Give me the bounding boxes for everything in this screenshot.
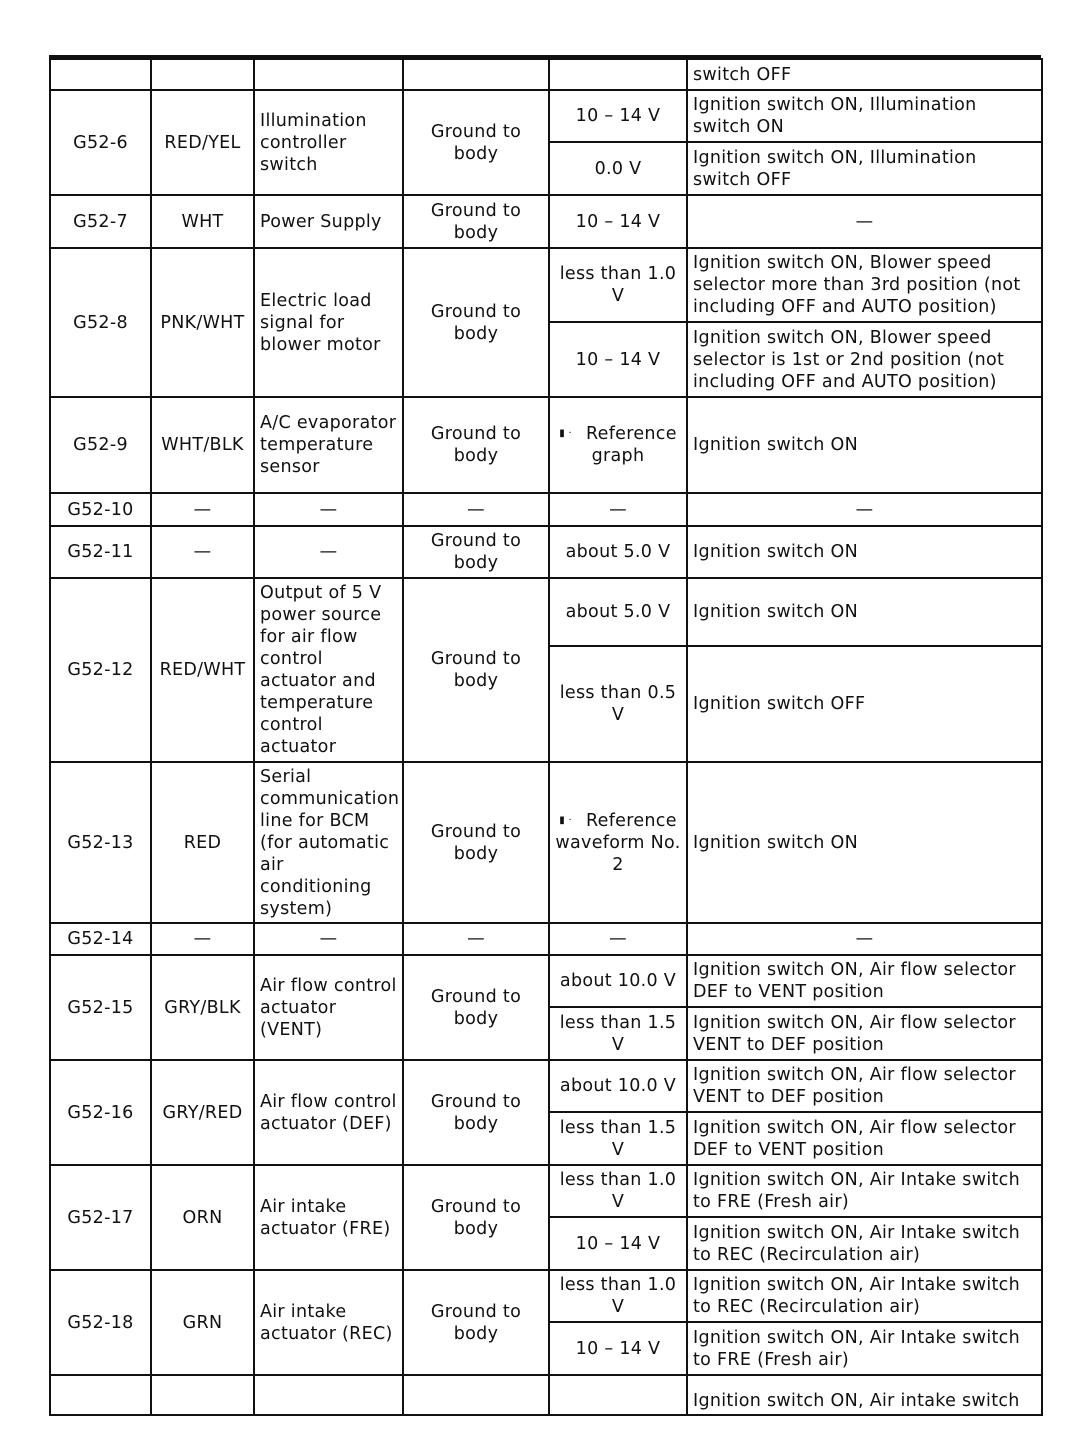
spec-value-cell: 10 – 14 V: [549, 322, 687, 397]
terminal-cell: Ground to body: [403, 955, 549, 1060]
condition-cell: Ignition switch ON, Air flow selector VENT to DEF position: [687, 1007, 1042, 1060]
condition-cell: Ignition switch ON, Blower speed selector more than 3rd position (not including OFF and AUTO position): [687, 248, 1042, 322]
wire-color-cell: WHT: [151, 195, 254, 248]
table-row: [50, 195, 1042, 248]
condition-cell: Ignition switch ON: [687, 578, 1042, 646]
pin-cell: G52-12: [50, 578, 151, 762]
wire-color-cell: ORN: [151, 1165, 254, 1270]
spec-value-cell: 10 – 14 V: [549, 1322, 687, 1375]
wire-color-cell: —: [151, 493, 254, 526]
reference-link-icon: ▮ ·: [559, 814, 572, 826]
condition-cell: Ignition switch ON, Air Intake switch to REC (Recirculation air): [687, 1270, 1042, 1322]
spec-value-cell[interactable]: [549, 397, 687, 493]
terminal-cell: Ground to body: [403, 526, 549, 578]
spec-value-cell: [549, 59, 687, 90]
pin-cell: G52-18: [50, 1270, 151, 1375]
terminal-inspection-table: [49, 58, 1043, 1416]
wire-color-cell: GRY/BLK: [151, 955, 254, 1060]
pin-cell: G52-13: [50, 762, 151, 923]
wire-color-cell: GRY/RED: [151, 1060, 254, 1165]
condition-cell: —: [687, 923, 1042, 955]
terminal-cell: Ground to body: [403, 195, 549, 248]
condition-cell: Ignition switch ON, Illumination switch ON: [687, 90, 1042, 142]
terminal-cell: Ground to body: [403, 397, 549, 493]
pin-cell: G52-6: [50, 90, 151, 195]
terminal-cell: —: [403, 493, 549, 526]
table-row: [50, 1060, 1042, 1112]
spec-value-cell: 10 – 14 V: [549, 90, 687, 142]
condition-cell: Ignition switch ON, Air Intake switch to FRE (Fresh air): [687, 1322, 1042, 1375]
spec-value-cell: 10 – 14 V: [549, 1217, 687, 1270]
description-cell: Air intake actuator (REC): [254, 1270, 403, 1375]
condition-cell: Ignition switch ON, Air flow selector VENT to DEF position: [687, 1060, 1042, 1112]
spec-value-cell: —: [549, 493, 687, 526]
spec-value-cell: less than 0.5 V: [549, 646, 687, 762]
spec-value-cell: less than 1.0 V: [549, 1270, 687, 1322]
condition-cell: Ignition switch ON, Illumination switch OFF: [687, 142, 1042, 195]
wire-color-cell: RED: [151, 762, 254, 923]
table-row: [50, 397, 1042, 493]
pin-cell: G52-15: [50, 955, 151, 1060]
spec-value-cell: about 5.0 V: [549, 578, 687, 646]
wire-color-cell: [151, 1375, 254, 1415]
spec-value-cell: [549, 1375, 687, 1415]
wire-color-cell: —: [151, 526, 254, 578]
description-cell: Serial communication line for BCM (for automatic air conditioning system): [254, 762, 403, 923]
pin-cell: G52-7: [50, 195, 151, 248]
wire-color-cell: RED/YEL: [151, 90, 254, 195]
table-row: [50, 578, 1042, 646]
table-row: [50, 526, 1042, 578]
spec-value-cell: less than 1.5 V: [549, 1112, 687, 1165]
spec-value-cell: about 10.0 V: [549, 1060, 687, 1112]
terminal-cell: Ground to body: [403, 1270, 549, 1375]
description-cell: —: [254, 923, 403, 955]
pin-cell: G52-10: [50, 493, 151, 526]
pin-cell: G52-16: [50, 1060, 151, 1165]
pin-cell: G52-14: [50, 923, 151, 955]
description-cell: —: [254, 493, 403, 526]
pin-cell: G52-11: [50, 526, 151, 578]
wire-color-cell: WHT/BLK: [151, 397, 254, 493]
spec-value-cell: about 5.0 V: [549, 526, 687, 578]
description-cell: A/C evaporator temperature sensor: [254, 397, 403, 493]
terminal-cell: Ground to body: [403, 90, 549, 195]
description-cell: Air flow control actuator (VENT): [254, 955, 403, 1060]
description-cell: Output of 5 V power source for air flow control actuator and temperature control actuator: [254, 578, 403, 762]
condition-cell: switch OFF: [687, 59, 1042, 90]
terminal-cell: Ground to body: [403, 578, 549, 762]
description-cell: [254, 1375, 403, 1415]
description-cell: [254, 59, 403, 90]
condition-cell: Ignition switch ON, Air Intake switch to REC (Recirculation air): [687, 1217, 1042, 1270]
spec-value-cell: 0.0 V: [549, 142, 687, 195]
terminal-cell: —: [403, 923, 549, 955]
pin-cell: [50, 59, 151, 90]
terminal-cell: [403, 1375, 549, 1415]
spec-value-cell: less than 1.5 V: [549, 1007, 687, 1060]
terminal-cell: Ground to body: [403, 1060, 549, 1165]
table-row: [50, 59, 1042, 90]
condition-cell: Ignition switch ON, Air intake switch: [687, 1375, 1042, 1415]
condition-cell: Ignition switch ON: [687, 762, 1042, 923]
spec-value-cell: about 10.0 V: [549, 955, 687, 1007]
condition-cell: Ignition switch ON: [687, 526, 1042, 578]
description-cell: —: [254, 526, 403, 578]
pin-cell: G52-9: [50, 397, 151, 493]
wire-color-cell: —: [151, 923, 254, 955]
wire-color-cell: [151, 59, 254, 90]
table-row: [50, 762, 1042, 923]
terminal-cell: Ground to body: [403, 1165, 549, 1270]
pin-cell: G52-17: [50, 1165, 151, 1270]
description-cell: Electric load signal for blower motor: [254, 248, 403, 397]
reference-link[interactable]: Reference graph: [585, 424, 677, 466]
table-row: [50, 493, 1042, 526]
pin-cell: G52-8: [50, 248, 151, 397]
condition-cell: Ignition switch ON, Air flow selector DEF to VENT position: [687, 955, 1042, 1007]
spec-value-cell: less than 1.0 V: [549, 248, 687, 322]
table-row: [50, 90, 1042, 142]
spec-value-cell[interactable]: [549, 762, 687, 923]
spec-value-cell: less than 1.0 V: [549, 1165, 687, 1217]
description-cell: Air intake actuator (FRE): [254, 1165, 403, 1270]
condition-cell: Ignition switch ON, Blower speed selector is 1st or 2nd position (not including OFF and AUTO position): [687, 322, 1042, 397]
table-row: [50, 955, 1042, 1007]
reference-link-icon: ▮ ·: [559, 428, 572, 439]
description-cell: Air flow control actuator (DEF): [254, 1060, 403, 1165]
table-row: [50, 1270, 1042, 1322]
condition-cell: —: [687, 195, 1042, 248]
condition-cell: —: [687, 493, 1042, 526]
condition-cell: Ignition switch ON, Air flow selector DEF to VENT position: [687, 1112, 1042, 1165]
table-row: [50, 923, 1042, 955]
spec-value-cell: —: [549, 923, 687, 955]
terminal-cell: Ground to body: [403, 762, 549, 923]
condition-cell: Ignition switch ON, Air Intake switch to FRE (Fresh air): [687, 1165, 1042, 1217]
table-row: [50, 1165, 1042, 1217]
pin-cell: [50, 1375, 151, 1415]
spec-value-cell: 10 – 14 V: [549, 195, 687, 248]
condition-cell: Ignition switch ON: [687, 397, 1042, 493]
wire-color-cell: GRN: [151, 1270, 254, 1375]
reference-link[interactable]: Reference waveform No. 2: [555, 810, 681, 875]
condition-cell: Ignition switch OFF: [687, 646, 1042, 762]
terminal-cell: [403, 59, 549, 90]
wire-color-cell: PNK/WHT: [151, 248, 254, 397]
description-cell: Power Supply: [254, 195, 403, 248]
description-cell: Illumination controller switch: [254, 90, 403, 195]
table-row: [50, 248, 1042, 322]
terminal-cell: Ground to body: [403, 248, 549, 397]
table-row: [50, 1375, 1042, 1415]
wire-color-cell: RED/WHT: [151, 578, 254, 762]
